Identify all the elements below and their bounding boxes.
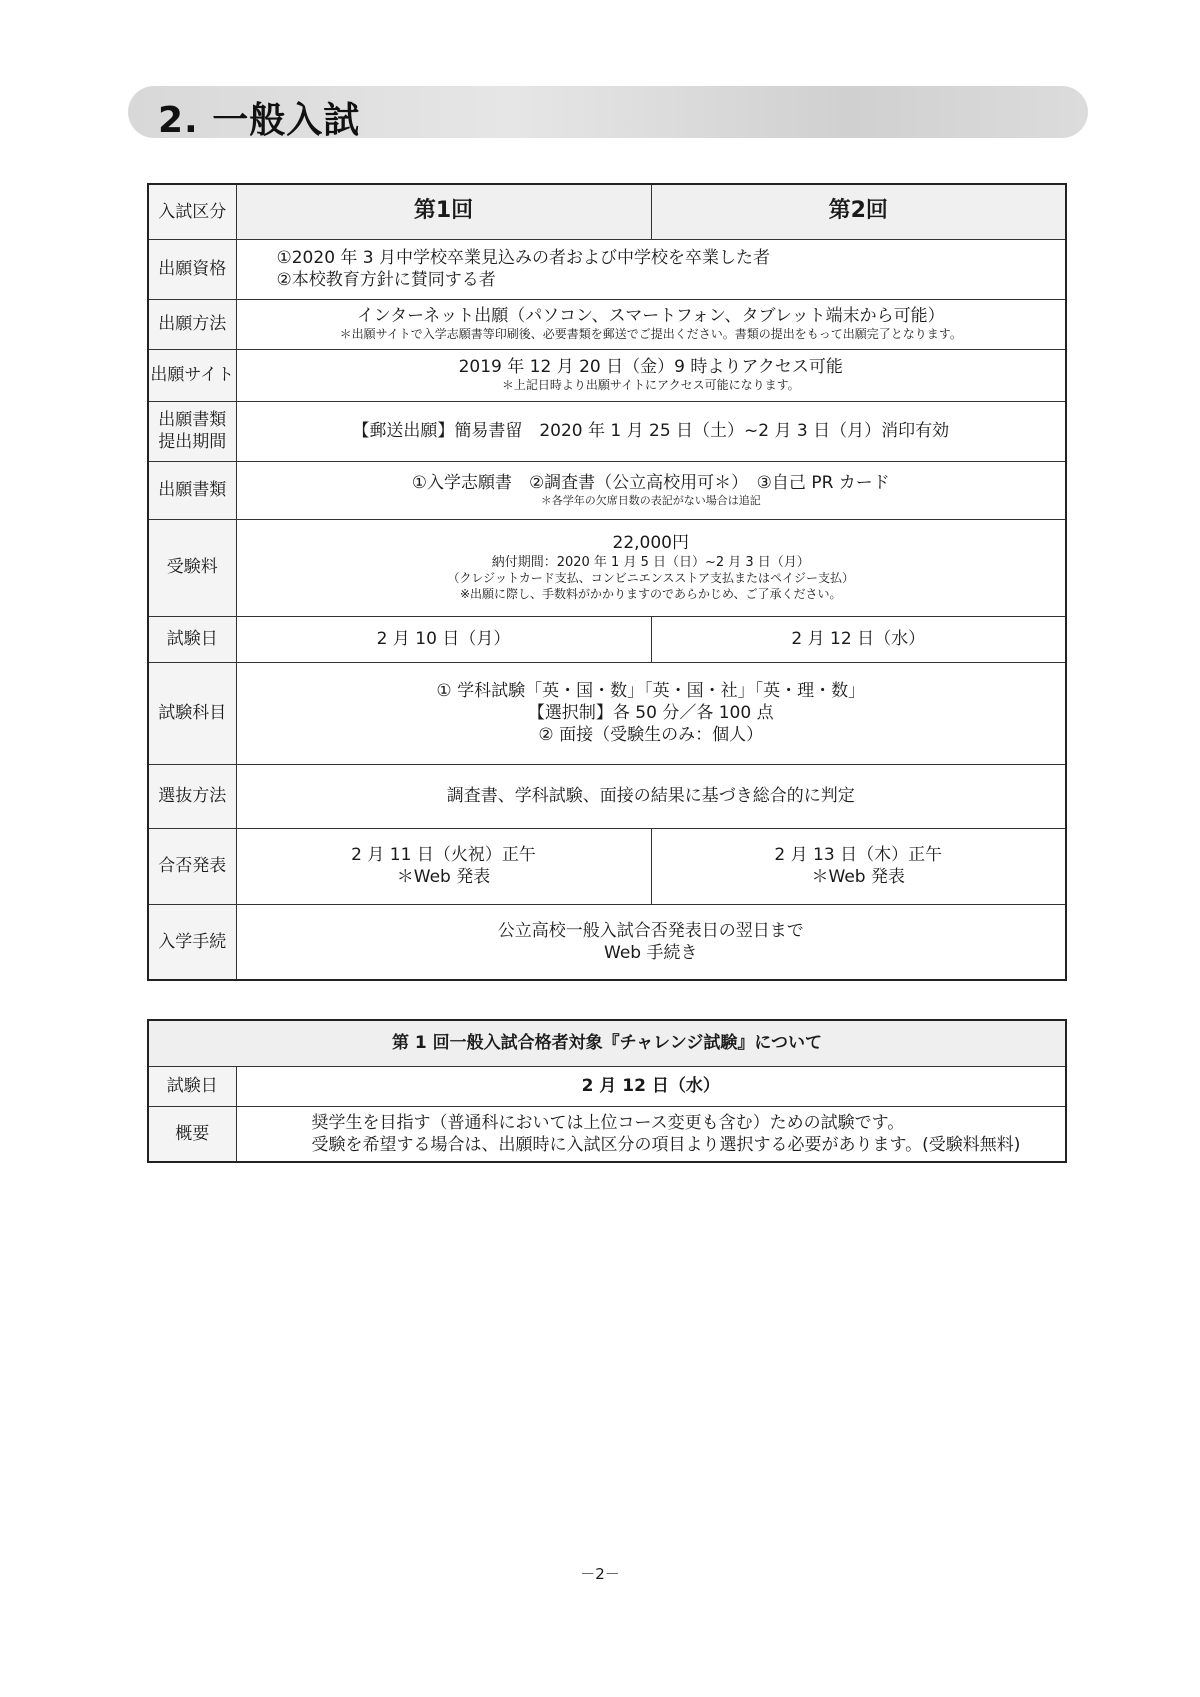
method-text: インターネット出願（パソコン、スマートフォン、タブレット端末から可能）: [356, 306, 945, 327]
fee-note: ※出願に際し、手数料がかかりますのであらかじめ、ご了承ください。: [459, 586, 842, 601]
fee-cell: [236, 519, 1066, 616]
table-row: [148, 239, 1066, 299]
row-label: 出願方法: [148, 299, 236, 349]
table-row: [148, 1066, 1066, 1106]
admission-table: [147, 183, 1067, 981]
page-title: 2. 一般入試: [158, 100, 361, 141]
table-row: [148, 616, 1066, 662]
row-label: 概要: [148, 1106, 236, 1162]
round1-exam-date: 2 月 10 日（月）: [236, 616, 651, 662]
challenge-exam-date: 2 月 12 日（水）: [236, 1066, 1066, 1106]
round1-header: 第1回: [236, 184, 651, 239]
documents-note: ＊各学年の欠席日数の表記がない場合は追記: [540, 493, 761, 507]
result-line: 2 月 11 日（火祝）正午: [351, 844, 536, 865]
fee-amount: 22,000円: [612, 533, 689, 554]
result-line: ＊Web 発表: [396, 867, 491, 887]
subjects-line: 【選択制】各 50 分／各 100 点: [527, 702, 774, 723]
method-note: ＊出願サイトで入学志願書等印刷後、必要書類を郵送でご提出ください。書類の提出をもって出願完了となります。: [339, 327, 962, 342]
subjects-line: ② 面接（受験生のみ：個人）: [538, 725, 764, 746]
subjects-line: ① 学科試験「英・国・数」「英・国・社」「英・理・数」: [436, 680, 866, 701]
row-label: 試験日: [148, 1066, 236, 1106]
selection-text: 調査書、学科試験、面接の結果に基づき総合的に判定: [236, 764, 1066, 828]
fee-methods: （クレジットカード支払、コンビニエンスストア支払またはペイジー支払）: [447, 571, 855, 586]
table-row: [148, 764, 1066, 828]
overview-line: 受験を希望する場合は、出願時に入試区分の項目より選択する必要があります。(受験料無料): [311, 1134, 1021, 1155]
table-row: [148, 401, 1066, 461]
row-label: 入学手続: [148, 904, 236, 980]
round2-result: [651, 828, 1066, 904]
table-row: [148, 1106, 1066, 1162]
row-label: 入試区分: [148, 184, 236, 239]
method-cell: [236, 299, 1066, 349]
table-row: [148, 662, 1066, 764]
row-label: 出願資格: [148, 239, 236, 299]
site-note: ＊上記日時より出願サイトにアクセス可能になります。: [501, 378, 800, 393]
site-cell: [236, 349, 1066, 401]
challenge-table: [147, 1019, 1067, 1163]
row-label: 受験料: [148, 519, 236, 616]
table-row: [148, 828, 1066, 904]
table-row: [148, 184, 1066, 239]
table-row: [148, 299, 1066, 349]
documents-text: ①入学志願書 ②調査書（公立高校用可＊） ③自己 PR カード: [411, 472, 890, 493]
table-row: [148, 461, 1066, 519]
challenge-overview: [236, 1106, 1066, 1162]
eligibility-cell: [236, 239, 1066, 299]
row-label: 試験科目: [148, 662, 236, 764]
row-label: 選抜方法: [148, 764, 236, 828]
enrollment-line: 公立高校一般入試合否発表日の翌日まで: [497, 920, 804, 941]
row-label: 合否発表: [148, 828, 236, 904]
enrollment-cell: [236, 904, 1066, 980]
documents-cell: [236, 461, 1066, 519]
site-text: 2019 年 12 月 20 日（金）9 時よりアクセス可能: [458, 357, 843, 378]
round2-exam-date: 2 月 12 日（水）: [651, 616, 1066, 662]
challenge-title: 第 1 回一般入試合格者対象『チャレンジ試験』について: [148, 1020, 1066, 1066]
row-label: 出願書類: [148, 461, 236, 519]
table-row: [148, 349, 1066, 401]
row-label: [148, 401, 236, 461]
row-label: 試験日: [148, 616, 236, 662]
result-line: ＊Web 発表: [811, 867, 905, 887]
table-row: [148, 1020, 1066, 1066]
subjects-cell: [236, 662, 1066, 764]
eligibility-line: ①2020 年 3 月中学校卒業見込みの者および中学校を卒業した者: [276, 247, 771, 268]
result-line: 2 月 13 日（木）正午: [774, 844, 943, 865]
table-row: [148, 904, 1066, 980]
period-text: 【郵送出願】簡易書留 2020 年 1 月 25 日（土）~2 月 3 日（月）消印有効: [236, 401, 1066, 461]
row-label: 出願サイト: [148, 349, 236, 401]
fee-period: 納付期間：2020 年 1 月 5 日（日）~2 月 3 日（月）: [491, 554, 810, 570]
page-number: －2－: [580, 1565, 620, 1583]
round2-header: 第2回: [651, 184, 1066, 239]
eligibility-line: ②本校教育方針に賛同する者: [276, 270, 496, 290]
row-label-line: 提出期間: [158, 432, 227, 452]
table-row: [148, 519, 1066, 616]
enrollment-line: Web 手続き: [604, 942, 698, 963]
round1-result: [236, 828, 651, 904]
overview-line: 奨学生を目指す（普通科においては上位コース変更も含む）ための試験です。: [311, 1112, 905, 1133]
row-label-line: 出願書類: [158, 409, 227, 430]
